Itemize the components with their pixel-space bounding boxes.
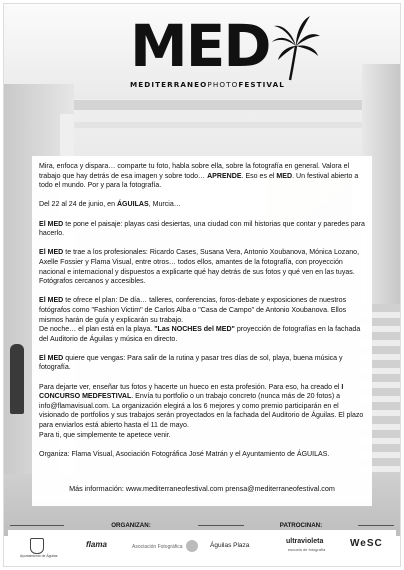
plan-paragraph: El MED te ofrece el plan: De día… talleres, conferencias, foros-debate y exposiciones de nuestros fotógrafos como "Fashion Victim" de Carlos Alba o "Casa de Campo" de Antonio Xoubanova. Ellos mismos harán de guía y explicarán su trabajo. De noche… el plan está en la playa. "Las NOCHES del MED" proyección de fotografías en la fachada del Auditorio de Águilas y música en directo. [39,297,361,343]
article-body [39,162,365,469]
logo-wesc: WeSC [350,538,383,549]
town-crest-logo [30,538,44,554]
logo-ultravioleta: ultravioleta [286,538,324,545]
professionals-paragraph: El MED te trae a los profesionales: Ricardo Cases, Susana Vera, Antonio Xoubanova, Mónica Lozano, Axelle Fossier y Flama Visual, entre otros… todos ellos, amantes de la fotografía, con proyección nacional e internacional y dispuestos a explicarte qué hay detrás de sus fotos y qué ven en las tuyas. Fotógrafos cercanos y accesibles. [39,249,360,286]
landscape-paragraph: El MED te pone el paisaje: playas casi desiertas, una ciudad con mil historias que contar y paredes para hacerlo. [39,220,365,238]
sponsors-label: PATROCINAN: [279,522,323,529]
logo-ultravioleta-sub: escuela de fotografía [288,547,326,552]
logo-title: MED [130,12,270,80]
person-silhouette [10,344,24,414]
more-info: Más información: www.mediterraneofestival.com prensa@mediterraneofestival.com [69,484,335,493]
logo-subtitle: MEDITERRANEOPHOTOFESTIVAL [130,80,285,89]
med-logo [130,14,320,98]
divider [198,525,244,526]
logo-flama: flama [86,540,107,549]
palm-tree-icon [272,16,320,82]
asociacion-mark [186,540,198,552]
divider [10,525,64,526]
organizers-label: ORGANIZAN: [111,522,151,529]
logo-asociacion: Asociación Fotográfica [132,544,183,550]
sponsor-bar [8,530,396,564]
organizers-paragraph: Organiza: Flama Visual, Asociación Fotográfica José Matrán y el Ayuntamiento de ÁGUILAS. [39,450,330,458]
logo-ayuntamiento: Ayuntamiento de Águilas [20,554,58,558]
contest-paragraph: Para dejarte ver, enseñar tus fotos y hacerte un hueco en esta profesión. Para eso, ha creado el I CONCURSO MEDFESTIVAL. Envía tu portfolio o un trabajo concreto (nunca más de 20 fotos) a info@flamavisual.com. La organización elegirá a los 6 mejores y como premio participarán en el visionado de portfolios y sus trabajos serán proyectados en la fachada del Auditorio de Águilas. El plazo para enviarlos está abierto hasta el 11 de mayo. Para ti, que simplemente te apetece venir. [39,383,364,439]
divider [358,525,394,526]
logo-aguilas-plaza: Águilas Plaza [210,542,250,549]
dates-paragraph: Del 22 al 24 de junio, en ÁGUILAS, Murcia… [39,201,181,209]
intro-paragraph: Mira, enfoca y dispara… comparte tu foto, habla sobre ella, sobre la fotografía en general. Valora el trabajo que hay detrás de esa imagen y sobre todo… APRENDE. Eso es el MED. Un festival abierto a todo el mundo. Por y para la fotografía. [39,163,359,190]
wants-paragraph: El MED quiere que vengas: Para salir de la rutina y pasar tres días de sol, playa, buena música y fotografía. [39,354,343,372]
